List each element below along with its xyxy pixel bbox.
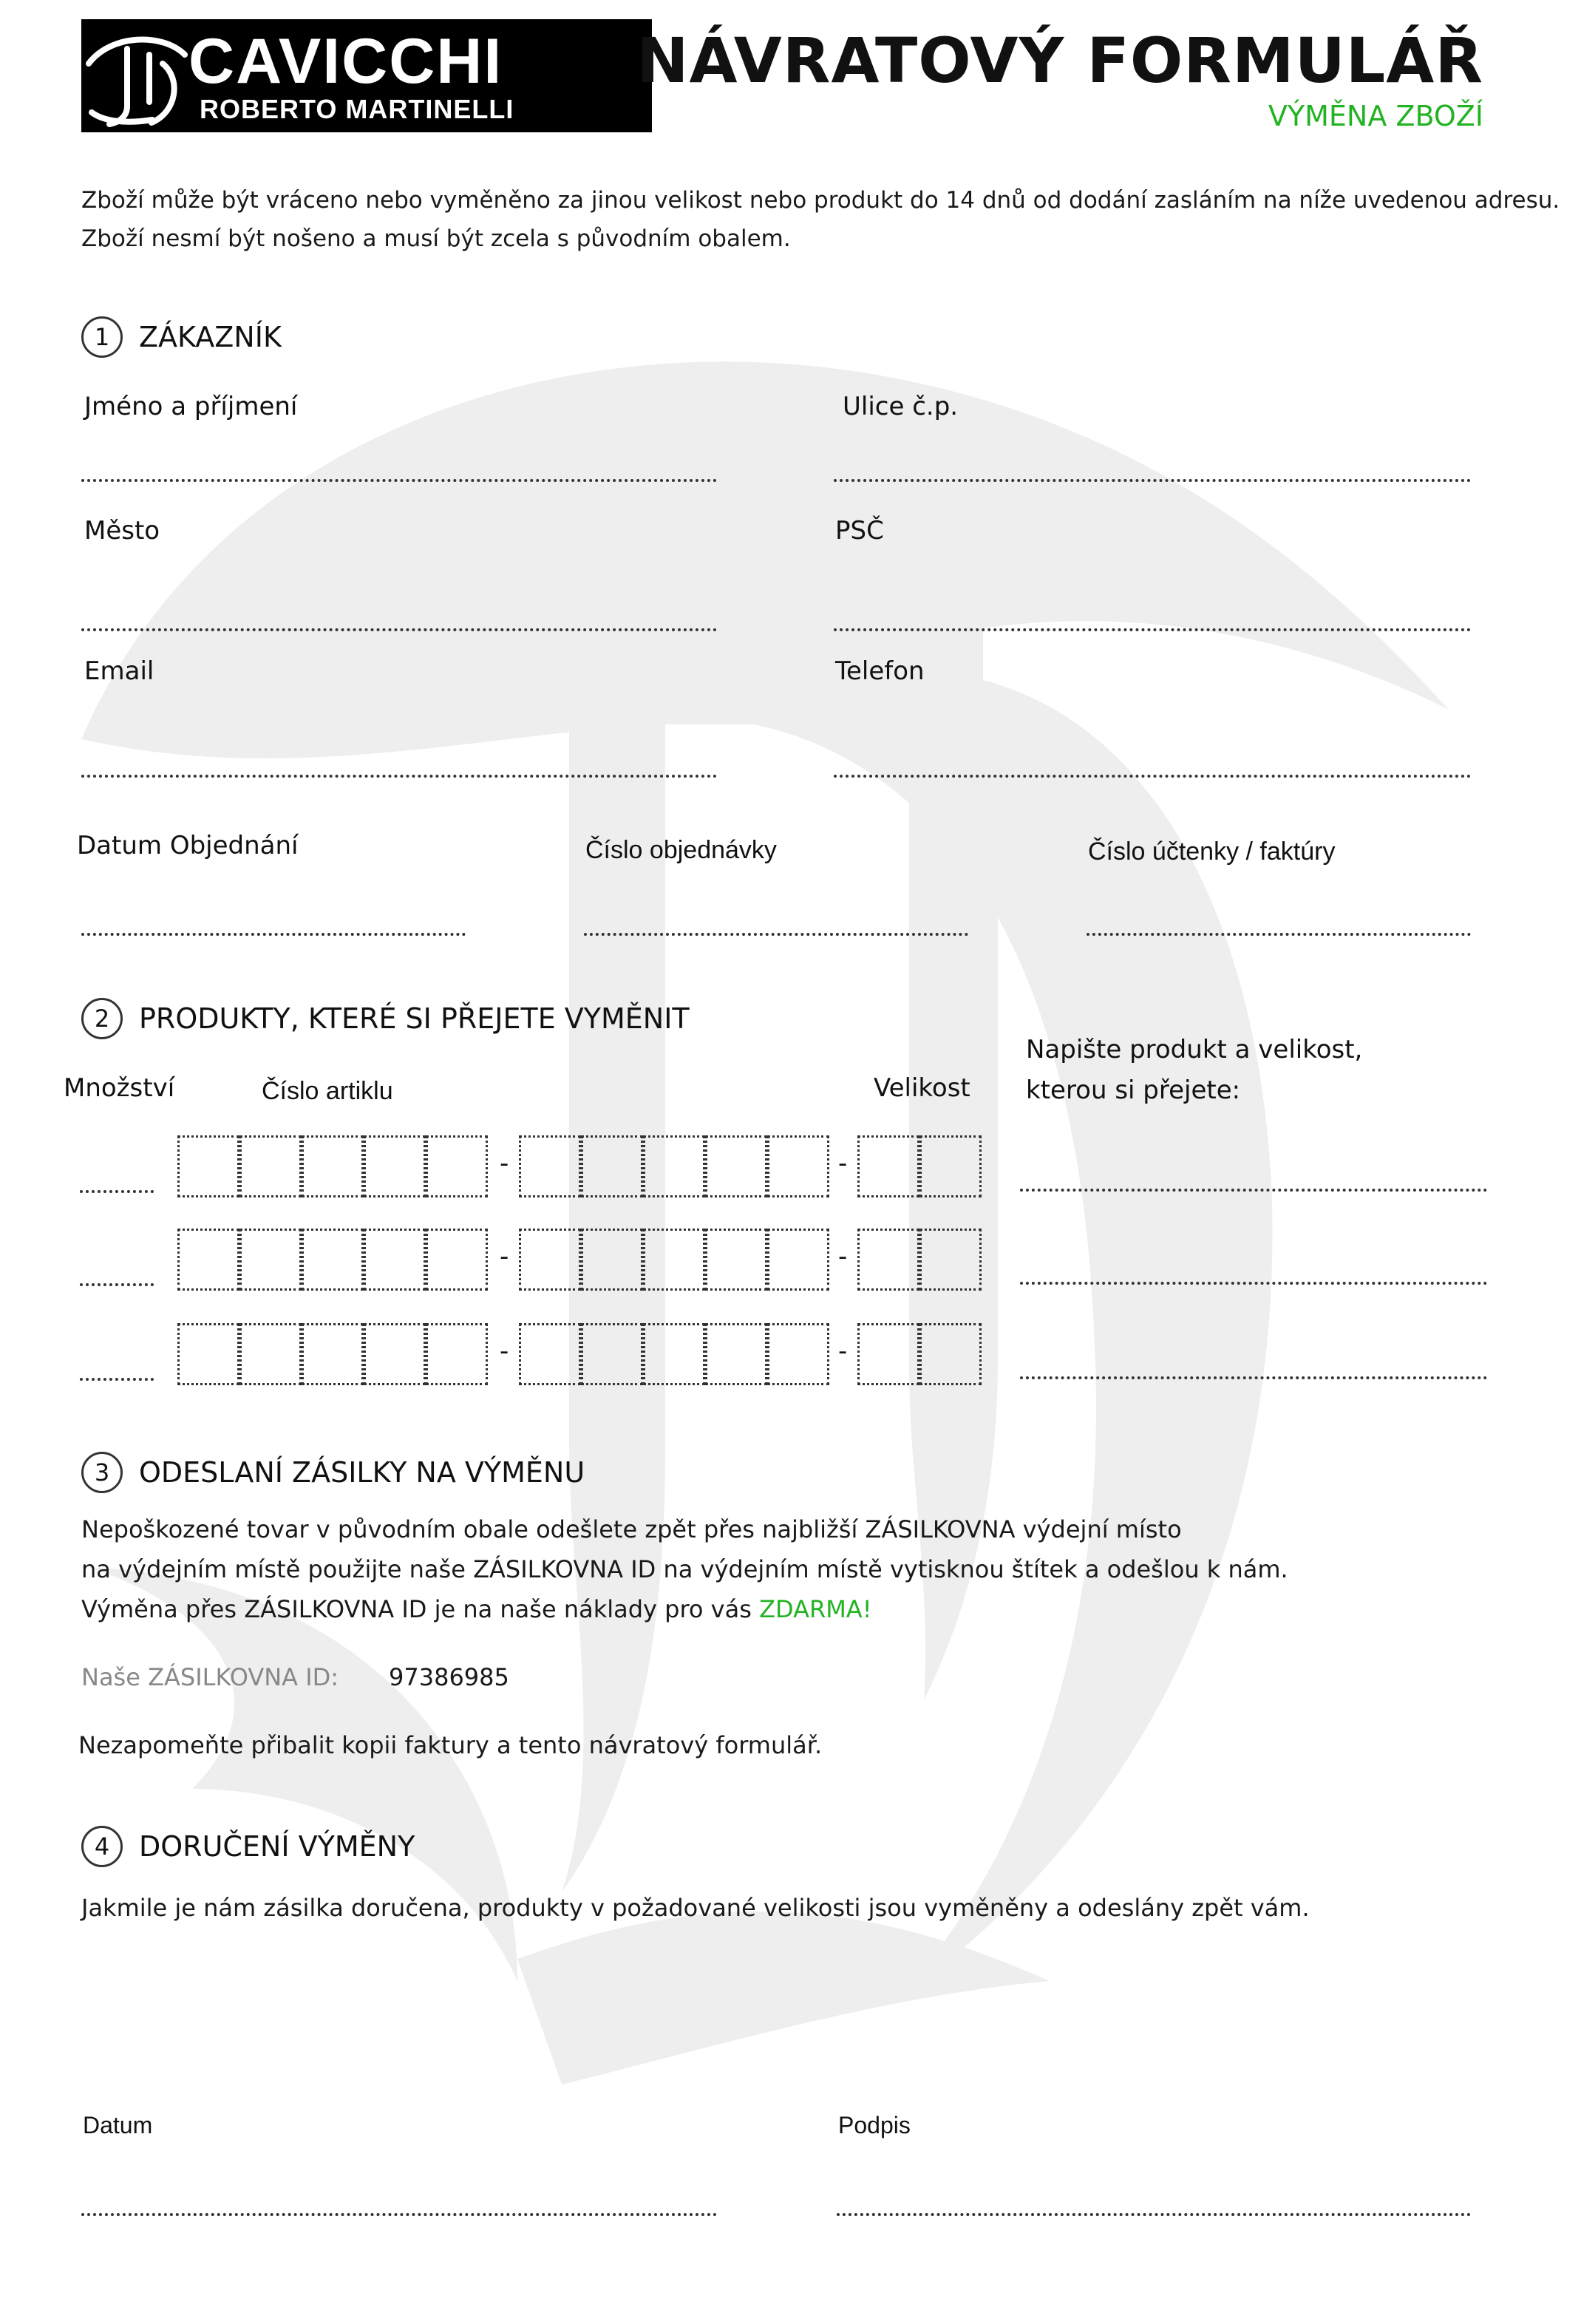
city-field[interactable] bbox=[81, 628, 717, 631]
article-boxes-group-2 bbox=[519, 1323, 829, 1385]
desired-product-field[interactable] bbox=[1020, 1376, 1487, 1379]
signature-field[interactable] bbox=[837, 2213, 1471, 2216]
quantity-field[interactable] bbox=[80, 1190, 154, 1193]
article-digit-box[interactable] bbox=[426, 1135, 488, 1197]
label-street: Ulice č.p. bbox=[843, 392, 959, 421]
article-digit-box[interactable] bbox=[767, 1229, 829, 1291]
label-zip: PSČ bbox=[835, 516, 884, 546]
packeta-id-label: Naše ZÁSILKOVNA ID: bbox=[81, 1663, 339, 1691]
article-digit-box[interactable] bbox=[643, 1323, 705, 1385]
name-field[interactable] bbox=[81, 479, 717, 482]
article-separator: - bbox=[500, 1336, 509, 1366]
label-order-date: Datum Objednání bbox=[77, 831, 299, 860]
article-digit-box[interactable] bbox=[177, 1229, 239, 1291]
section-delivery-header bbox=[81, 1826, 415, 1867]
size-digit-box[interactable] bbox=[919, 1229, 982, 1291]
street-field[interactable] bbox=[834, 479, 1471, 482]
label-receipt-number: Číslo účtenky / faktúry bbox=[1088, 837, 1336, 866]
page-title: NÁVRATOVÝ FORMULÁŘ bbox=[636, 24, 1483, 97]
page-subtitle: VÝMĚNA ZBOŽÍ bbox=[1268, 100, 1483, 132]
article-digit-box[interactable] bbox=[364, 1323, 426, 1385]
col-wish-header-line-1: Napište produkt a velikost, bbox=[1026, 1035, 1363, 1064]
article-digit-box[interactable] bbox=[302, 1323, 364, 1385]
article-boxes-group-1 bbox=[177, 1229, 488, 1291]
article-digit-box[interactable] bbox=[767, 1323, 829, 1385]
article-digit-box[interactable] bbox=[177, 1323, 239, 1385]
label-city: Město bbox=[84, 516, 160, 546]
size-digit-box[interactable] bbox=[919, 1135, 982, 1197]
article-boxes-group-1 bbox=[177, 1135, 488, 1197]
shipping-line-3-text: Výměna přes ZÁSILKOVNA ID je na naše náklady pro vás bbox=[81, 1595, 760, 1623]
section-title: DORUČENÍ VÝMĚNY bbox=[139, 1830, 415, 1863]
quantity-field[interactable] bbox=[80, 1283, 154, 1286]
article-digit-box[interactable] bbox=[705, 1323, 767, 1385]
shipping-line-2: na výdejním místě použijte naše ZÁSILKOVNA ID na výdejním místě vytisknou štítek a odešlou k nám. bbox=[81, 1555, 1288, 1583]
article-digit-box[interactable] bbox=[581, 1229, 643, 1291]
order-number-field[interactable] bbox=[584, 933, 968, 936]
article-digit-box[interactable] bbox=[239, 1135, 302, 1197]
article-digit-box[interactable] bbox=[239, 1229, 302, 1291]
article-digit-box[interactable] bbox=[177, 1135, 239, 1197]
article-boxes-group-1 bbox=[177, 1323, 488, 1385]
brand-logo bbox=[81, 19, 652, 132]
size-digit-box[interactable] bbox=[857, 1135, 919, 1197]
product-row bbox=[0, 1226, 1581, 1292]
email-field[interactable] bbox=[81, 775, 717, 778]
article-digit-box[interactable] bbox=[643, 1135, 705, 1197]
article-digit-box[interactable] bbox=[519, 1229, 581, 1291]
article-digit-box[interactable] bbox=[302, 1229, 364, 1291]
col-size-header: Velikost bbox=[874, 1073, 970, 1103]
desired-product-field[interactable] bbox=[1020, 1189, 1487, 1192]
size-digit-box[interactable] bbox=[919, 1323, 982, 1385]
intro-line-1: Zboží může být vráceno nebo vyměněno za jinou velikost nebo produkt do 14 dnů od dodání zasláním na níže uvedenou adresu. bbox=[81, 187, 1560, 214]
zip-field[interactable] bbox=[834, 628, 1471, 631]
label-email: Email bbox=[84, 656, 154, 686]
section-number-badge: 2 bbox=[81, 998, 123, 1039]
article-digit-box[interactable] bbox=[705, 1135, 767, 1197]
article-digit-box[interactable] bbox=[426, 1323, 488, 1385]
article-digit-box[interactable] bbox=[643, 1229, 705, 1291]
article-boxes-group-2 bbox=[519, 1229, 829, 1291]
size-digit-box[interactable] bbox=[857, 1323, 919, 1385]
article-digit-box[interactable] bbox=[364, 1135, 426, 1197]
label-signature: Podpis bbox=[838, 2112, 911, 2138]
reminder-text: Nezapomeňte přibalit kopii faktury a tento návratový formulář. bbox=[78, 1731, 823, 1759]
article-separator: - bbox=[838, 1242, 848, 1271]
section-title: ZÁKAZNÍK bbox=[139, 321, 282, 353]
article-separator: - bbox=[500, 1242, 509, 1271]
section-shipping-header bbox=[81, 1452, 585, 1493]
logo-brand-name: CAVICCHI bbox=[188, 26, 503, 97]
free-badge: ZDARMA! bbox=[759, 1595, 872, 1623]
article-digit-box[interactable] bbox=[581, 1135, 643, 1197]
order-date-field[interactable] bbox=[81, 933, 466, 936]
product-row bbox=[0, 1132, 1581, 1199]
col-article-header: Číslo artiklu bbox=[262, 1077, 393, 1105]
section-number-badge: 4 bbox=[81, 1826, 123, 1867]
size-digit-box[interactable] bbox=[857, 1229, 919, 1291]
shipping-line-1: Nepoškozené tovar v původním obale odešlete zpět přes najbližší ZÁSILKOVNA výdejní místo bbox=[81, 1515, 1182, 1543]
article-boxes-group-2 bbox=[519, 1135, 829, 1197]
desired-product-field[interactable] bbox=[1020, 1282, 1487, 1285]
article-separator: - bbox=[838, 1336, 848, 1366]
monogram-logo-icon bbox=[81, 19, 192, 132]
article-digit-box[interactable] bbox=[239, 1323, 302, 1385]
article-separator: - bbox=[500, 1149, 509, 1178]
receipt-number-field[interactable] bbox=[1087, 933, 1471, 936]
article-digit-box[interactable] bbox=[581, 1323, 643, 1385]
article-digit-box[interactable] bbox=[364, 1229, 426, 1291]
label-phone: Telefon bbox=[835, 656, 925, 686]
label-date: Datum bbox=[83, 2112, 153, 2138]
delivery-text: Jakmile je nám zásilka doručena, produkty v požadované velikosti jsou vyměněny a odeslány zpět vám. bbox=[81, 1894, 1310, 1922]
date-field[interactable] bbox=[81, 2213, 717, 2216]
intro-line-2: Zboží nesmí být nošeno a musí být zcela s původním obalem. bbox=[81, 225, 791, 252]
article-digit-box[interactable] bbox=[519, 1323, 581, 1385]
article-digit-box[interactable] bbox=[426, 1229, 488, 1291]
quantity-field[interactable] bbox=[80, 1378, 154, 1381]
article-digit-box[interactable] bbox=[705, 1229, 767, 1291]
col-wish-header-line-2: kterou si přejete: bbox=[1026, 1076, 1241, 1105]
phone-field[interactable] bbox=[834, 775, 1471, 778]
size-boxes bbox=[857, 1135, 982, 1197]
section-customer-header bbox=[81, 316, 282, 358]
product-row bbox=[0, 1320, 1581, 1387]
article-digit-box[interactable] bbox=[767, 1135, 829, 1197]
label-name: Jméno a příjmení bbox=[84, 392, 298, 421]
section-number-badge: 1 bbox=[81, 316, 123, 358]
size-boxes bbox=[857, 1323, 982, 1385]
section-products-header bbox=[81, 998, 690, 1039]
section-title: ODESLANÍ ZÁSILKY NA VÝMĚNU bbox=[139, 1456, 585, 1489]
article-separator: - bbox=[838, 1149, 848, 1178]
col-quantity-header: Množství bbox=[64, 1073, 175, 1103]
packeta-id-value: 97386985 bbox=[389, 1663, 509, 1691]
shipping-line-3 bbox=[81, 1595, 872, 1623]
label-order-number: Číslo objednávky bbox=[585, 836, 777, 864]
size-boxes bbox=[857, 1229, 982, 1291]
article-digit-box[interactable] bbox=[302, 1135, 364, 1197]
logo-subtitle: ROBERTO MARTINELLI bbox=[200, 94, 514, 124]
section-title: PRODUKTY, KTERÉ SI PŘEJETE VYMĚNIT bbox=[139, 1002, 690, 1035]
section-number-badge: 3 bbox=[81, 1452, 123, 1493]
article-digit-box[interactable] bbox=[519, 1135, 581, 1197]
